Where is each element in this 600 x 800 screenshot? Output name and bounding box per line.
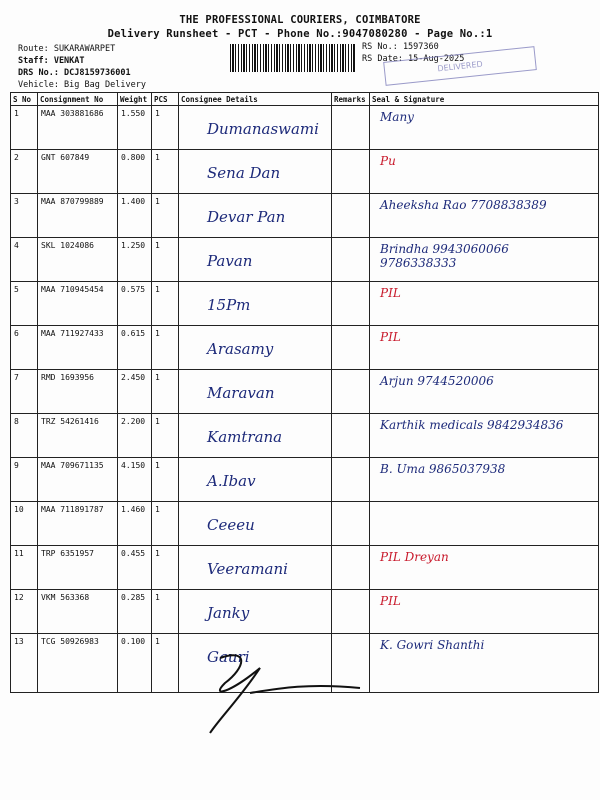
consignment-cell: MAA 711927433 bbox=[38, 326, 118, 370]
seal-signature-cell bbox=[370, 546, 599, 590]
consignee-details-cell bbox=[179, 150, 332, 194]
pcs-cell: 1 bbox=[152, 282, 179, 326]
column-header: S No bbox=[11, 93, 38, 106]
seal-handwriting: Many bbox=[380, 110, 414, 124]
table-row bbox=[11, 238, 599, 282]
table-row bbox=[11, 282, 599, 326]
table-row bbox=[11, 106, 599, 150]
pcs-cell: 1 bbox=[152, 238, 179, 282]
consignee-handwriting: Ceeeu bbox=[207, 516, 255, 534]
consignment-cell: VKM 563368 bbox=[38, 590, 118, 634]
sno-cell: 4 bbox=[11, 238, 38, 282]
seal-handwriting: PIL Dreyan bbox=[380, 550, 449, 564]
seal-handwriting: Arjun 9744520006 bbox=[380, 374, 494, 388]
weight-cell: 0.285 bbox=[118, 590, 152, 634]
sno-cell: 12 bbox=[11, 590, 38, 634]
remarks-cell bbox=[332, 282, 370, 326]
pcs-cell: 1 bbox=[152, 502, 179, 546]
sno-cell: 1 bbox=[11, 106, 38, 150]
sno-cell: 10 bbox=[11, 502, 38, 546]
seal-signature-cell bbox=[370, 414, 599, 458]
consignee-details-cell bbox=[179, 414, 332, 458]
weight-cell: 0.800 bbox=[118, 150, 152, 194]
table-row bbox=[11, 326, 599, 370]
seal-handwriting: PIL bbox=[380, 330, 401, 344]
remarks-cell bbox=[332, 326, 370, 370]
sno-cell: 6 bbox=[11, 326, 38, 370]
column-header: Seal & Signature bbox=[370, 93, 599, 106]
runsheet-subtitle: Delivery Runsheet - PCT - Phone No.:9047080280 - Page No.:1 bbox=[107, 28, 493, 40]
consignee-handwriting: Arasamy bbox=[207, 340, 274, 358]
consignment-cell: MAA 710945454 bbox=[38, 282, 118, 326]
remarks-cell bbox=[332, 150, 370, 194]
remarks-cell bbox=[332, 502, 370, 546]
consignment-cell: MAA 711891787 bbox=[38, 502, 118, 546]
seal-signature-cell bbox=[370, 370, 599, 414]
column-header: Remarks bbox=[332, 93, 370, 106]
rs-number: RS No.: 1597360 bbox=[362, 42, 439, 52]
sno-cell: 3 bbox=[11, 194, 38, 238]
pcs-cell: 1 bbox=[152, 414, 179, 458]
weight-cell: 2.200 bbox=[118, 414, 152, 458]
seal-handwriting: B. Uma 9865037938 bbox=[380, 462, 506, 476]
pcs-cell: 1 bbox=[152, 546, 179, 590]
consignee-details-cell bbox=[179, 194, 332, 238]
seal-signature-cell bbox=[370, 282, 599, 326]
consignment-cell: RMD 1693956 bbox=[38, 370, 118, 414]
table-row bbox=[11, 502, 599, 546]
pcs-cell: 1 bbox=[152, 590, 179, 634]
table-row bbox=[11, 194, 599, 238]
weight-cell: 1.550 bbox=[118, 106, 152, 150]
consignee-handwriting: Janky bbox=[207, 604, 250, 622]
seal-handwriting: Pu bbox=[380, 154, 396, 168]
consignee-details-cell bbox=[179, 370, 332, 414]
seal-signature-cell bbox=[370, 458, 599, 502]
rs-date: RS Date: 15-Aug-2025 bbox=[362, 54, 465, 64]
consignee-handwriting: Devar Pan bbox=[207, 208, 286, 226]
table-header-row bbox=[11, 93, 599, 106]
remarks-cell bbox=[332, 414, 370, 458]
weight-cell: 2.450 bbox=[118, 370, 152, 414]
consignee-handwriting: Veeramani bbox=[207, 560, 288, 578]
consignee-details-cell bbox=[179, 238, 332, 282]
weight-cell: 0.455 bbox=[118, 546, 152, 590]
consignee-details-cell bbox=[179, 590, 332, 634]
seal-handwriting: Aheeksha Rao 7708838389 bbox=[380, 198, 547, 212]
consignment-cell: TRZ 54261416 bbox=[38, 414, 118, 458]
weight-cell: 1.460 bbox=[118, 502, 152, 546]
remarks-cell bbox=[332, 370, 370, 414]
pcs-cell: 1 bbox=[152, 326, 179, 370]
consignee-details-cell bbox=[179, 326, 332, 370]
consignee-handwriting: A.Ibav bbox=[207, 472, 256, 490]
column-header: Consignee Details bbox=[179, 93, 332, 106]
weight-cell: 1.400 bbox=[118, 194, 152, 238]
signature-scribble bbox=[190, 648, 370, 738]
pcs-cell: 1 bbox=[152, 634, 179, 693]
seal-signature-cell bbox=[370, 106, 599, 150]
drs-number: DRS No.: DCJ8159736001 bbox=[18, 68, 131, 78]
seal-handwriting: Karthik medicals 9842934836 bbox=[380, 418, 564, 432]
table-row bbox=[11, 370, 599, 414]
consignee-handwriting: Sena Dan bbox=[207, 164, 281, 182]
table-row bbox=[11, 150, 599, 194]
seal-signature-cell bbox=[370, 238, 599, 282]
consignee-handwriting: Dumanaswami bbox=[207, 120, 319, 138]
staff-text: Staff: VENKAT bbox=[18, 56, 85, 66]
weight-cell: 0.615 bbox=[118, 326, 152, 370]
delivered-stamp: DELIVERED bbox=[383, 46, 537, 86]
column-header: Weight bbox=[118, 93, 152, 106]
company-title: THE PROFESSIONAL COURIERS, COIMBATORE bbox=[179, 14, 421, 26]
weight-cell: 0.100 bbox=[118, 634, 152, 693]
consignee-details-cell bbox=[179, 546, 332, 590]
consignment-cell: MAA 303881686 bbox=[38, 106, 118, 150]
consignment-cell: MAA 709671135 bbox=[38, 458, 118, 502]
pcs-cell: 1 bbox=[152, 370, 179, 414]
vehicle-text: Vehicle: Big Bag Delivery bbox=[18, 80, 146, 90]
remarks-cell bbox=[332, 590, 370, 634]
seal-signature-cell bbox=[370, 326, 599, 370]
pcs-cell: 1 bbox=[152, 194, 179, 238]
consignment-cell: TRP 6351957 bbox=[38, 546, 118, 590]
consignment-cell: MAA 870799889 bbox=[38, 194, 118, 238]
consignee-details-cell bbox=[179, 106, 332, 150]
remarks-cell bbox=[332, 546, 370, 590]
table-row bbox=[11, 414, 599, 458]
consignment-cell: SKL 1024086 bbox=[38, 238, 118, 282]
consignment-cell: GNT 607849 bbox=[38, 150, 118, 194]
seal-handwriting: PIL bbox=[380, 594, 401, 608]
seal-signature-cell bbox=[370, 634, 599, 693]
sno-cell: 7 bbox=[11, 370, 38, 414]
sno-cell: 8 bbox=[11, 414, 38, 458]
weight-cell: 1.250 bbox=[118, 238, 152, 282]
sno-cell: 5 bbox=[11, 282, 38, 326]
column-header: Consignment No bbox=[38, 93, 118, 106]
consignee-details-cell bbox=[179, 458, 332, 502]
weight-cell: 0.575 bbox=[118, 282, 152, 326]
consignee-handwriting: Gauri bbox=[207, 648, 250, 666]
sno-cell: 13 bbox=[11, 634, 38, 693]
consignee-details-cell bbox=[179, 282, 332, 326]
pcs-cell: 1 bbox=[152, 106, 179, 150]
seal-handwriting: PIL bbox=[380, 286, 401, 300]
route-text: Route: SUKARAWARPET bbox=[18, 44, 116, 54]
table-row bbox=[11, 546, 599, 590]
remarks-cell bbox=[332, 106, 370, 150]
remarks-cell bbox=[332, 194, 370, 238]
sno-cell: 9 bbox=[11, 458, 38, 502]
remarks-cell bbox=[332, 238, 370, 282]
runsheet-table bbox=[10, 92, 599, 693]
consignee-handwriting: Maravan bbox=[207, 384, 275, 402]
consignment-cell: TCG 50926983 bbox=[38, 634, 118, 693]
seal-handwriting: Brindha 9943060066 9786338333 bbox=[380, 242, 509, 270]
consignee-handwriting: Pavan bbox=[207, 252, 253, 270]
seal-handwriting: K. Gowri Shanthi bbox=[380, 638, 485, 652]
seal-signature-cell bbox=[370, 502, 599, 546]
seal-signature-cell bbox=[370, 194, 599, 238]
seal-signature-cell bbox=[370, 150, 599, 194]
consignee-handwriting: 15Pm bbox=[207, 296, 251, 314]
pcs-cell: 1 bbox=[152, 150, 179, 194]
pcs-cell: 1 bbox=[152, 458, 179, 502]
consignee-handwriting: Kamtrana bbox=[207, 428, 283, 446]
table-row bbox=[11, 458, 599, 502]
remarks-cell bbox=[332, 458, 370, 502]
barcode-image bbox=[230, 44, 356, 72]
sno-cell: 2 bbox=[11, 150, 38, 194]
sno-cell: 11 bbox=[11, 546, 38, 590]
column-header: PCS bbox=[152, 93, 179, 106]
seal-signature-cell bbox=[370, 590, 599, 634]
table-row bbox=[11, 590, 599, 634]
consignee-details-cell bbox=[179, 502, 332, 546]
weight-cell: 4.150 bbox=[118, 458, 152, 502]
